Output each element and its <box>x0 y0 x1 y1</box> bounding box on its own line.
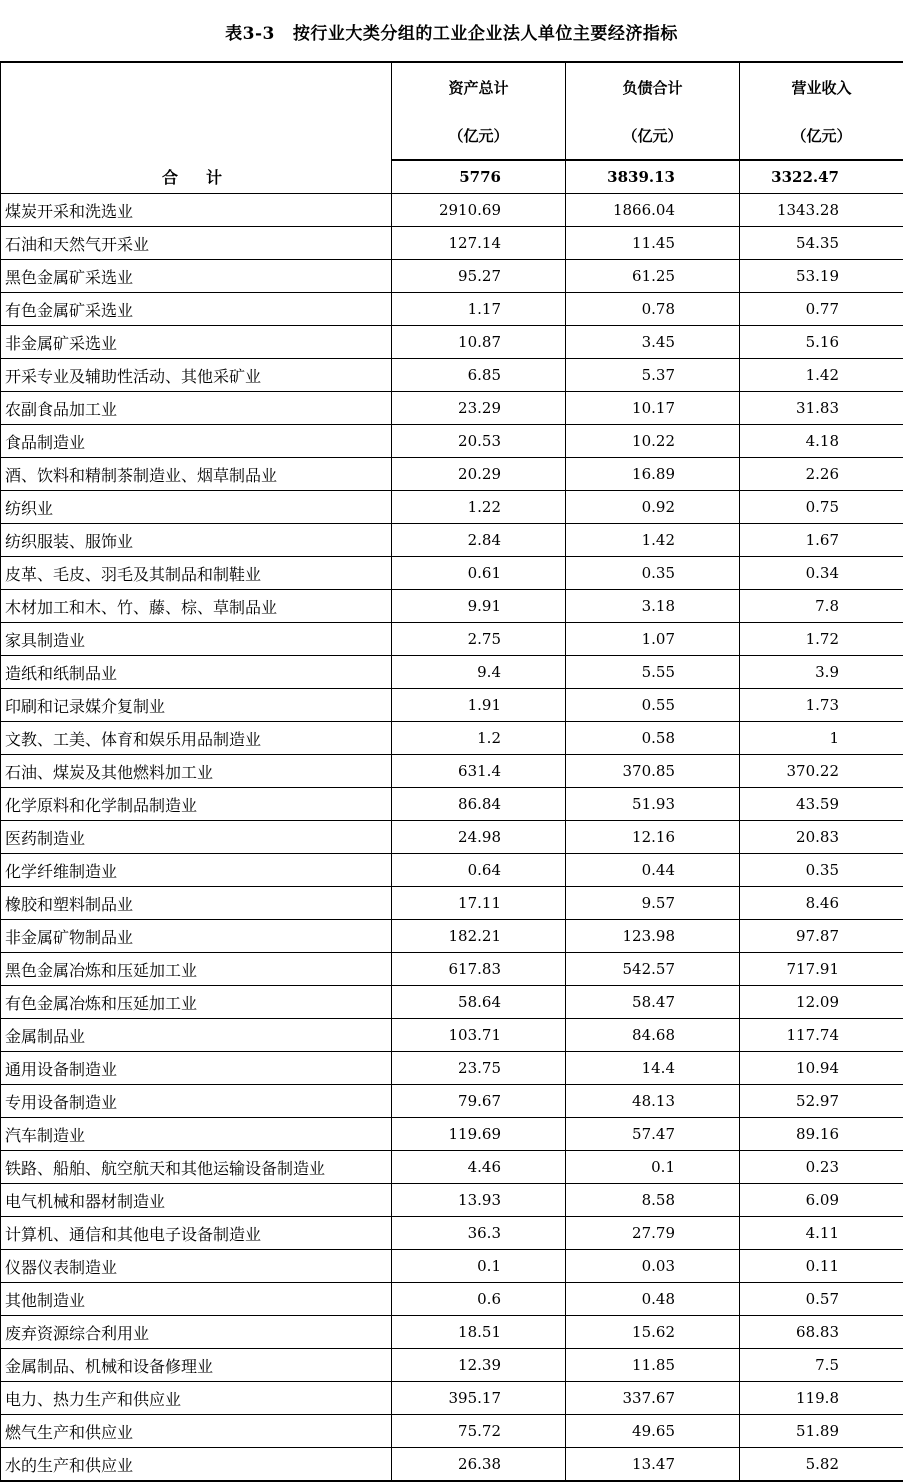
industry-name: 非金属矿物制品业 <box>1 920 392 953</box>
assets-value: 24.98 <box>392 821 566 854</box>
liabilities-value: 123.98 <box>566 920 740 953</box>
revenue-value: 7.8 <box>740 590 903 623</box>
liabilities-value: 11.45 <box>566 227 740 260</box>
industry-name: 有色金属冶炼和压延加工业 <box>1 986 392 1019</box>
assets-value: 20.29 <box>392 458 566 491</box>
assets-value: 9.4 <box>392 656 566 689</box>
industry-name: 通用设备制造业 <box>1 1052 392 1085</box>
table-row <box>1 887 903 920</box>
liabilities-value: 0.35 <box>566 557 740 590</box>
revenue-value: 0.34 <box>740 557 903 590</box>
liabilities-value: 48.13 <box>566 1085 740 1118</box>
table-row <box>1 1052 903 1085</box>
revenue-value: 68.83 <box>740 1316 903 1349</box>
revenue-value: 7.5 <box>740 1349 903 1382</box>
liabilities-value: 0.78 <box>566 293 740 326</box>
assets-value: 10.87 <box>392 326 566 359</box>
assets-value: 1.2 <box>392 722 566 755</box>
liabilities-value: 0.44 <box>566 854 740 887</box>
industry-name: 燃气生产和供应业 <box>1 1415 392 1448</box>
industry-name: 非金属矿采选业 <box>1 326 392 359</box>
industry-name: 黑色金属冶炼和压延加工业 <box>1 953 392 986</box>
liabilities-value: 370.85 <box>566 755 740 788</box>
industry-name: 计算机、通信和其他电子设备制造业 <box>1 1217 392 1250</box>
assets-value: 2910.69 <box>392 194 566 227</box>
revenue-value: 52.97 <box>740 1085 903 1118</box>
table-row <box>1 821 903 854</box>
assets-value: 4.46 <box>392 1151 566 1184</box>
liabilities-value: 542.57 <box>566 953 740 986</box>
revenue-value: 0.75 <box>740 491 903 524</box>
header-assets-unit: （亿元） <box>392 111 566 160</box>
total-liabilities: 3839.13 <box>566 160 740 194</box>
indicator-table <box>0 61 903 1482</box>
industry-name: 化学纤维制造业 <box>1 854 392 887</box>
industry-name: 有色金属矿采选业 <box>1 293 392 326</box>
liabilities-value: 57.47 <box>566 1118 740 1151</box>
industry-name: 造纸和纸制品业 <box>1 656 392 689</box>
assets-value: 119.69 <box>392 1118 566 1151</box>
revenue-value: 10.94 <box>740 1052 903 1085</box>
assets-value: 13.93 <box>392 1184 566 1217</box>
revenue-value: 12.09 <box>740 986 903 1019</box>
table-row <box>1 953 903 986</box>
assets-value: 75.72 <box>392 1415 566 1448</box>
revenue-value: 8.46 <box>740 887 903 920</box>
revenue-value: 1.72 <box>740 623 903 656</box>
revenue-value: 0.77 <box>740 293 903 326</box>
liabilities-value: 10.22 <box>566 425 740 458</box>
revenue-value: 5.16 <box>740 326 903 359</box>
industry-name: 专用设备制造业 <box>1 1085 392 1118</box>
liabilities-value: 14.4 <box>566 1052 740 1085</box>
revenue-value: 20.83 <box>740 821 903 854</box>
assets-value: 1.17 <box>392 293 566 326</box>
liabilities-value: 337.67 <box>566 1382 740 1415</box>
liabilities-value: 11.85 <box>566 1349 740 1382</box>
assets-value: 127.14 <box>392 227 566 260</box>
revenue-value: 0.35 <box>740 854 903 887</box>
table-row <box>1 722 903 755</box>
industry-name: 汽车制造业 <box>1 1118 392 1151</box>
industry-name: 其他制造业 <box>1 1283 392 1316</box>
liabilities-value: 5.55 <box>566 656 740 689</box>
assets-value: 18.51 <box>392 1316 566 1349</box>
industry-name: 电力、热力生产和供应业 <box>1 1382 392 1415</box>
revenue-value: 1 <box>740 722 903 755</box>
table-row <box>1 1448 903 1482</box>
liabilities-value: 0.48 <box>566 1283 740 1316</box>
revenue-value: 4.18 <box>740 425 903 458</box>
table-row <box>1 1184 903 1217</box>
revenue-value: 31.83 <box>740 392 903 425</box>
industry-name: 农副食品加工业 <box>1 392 392 425</box>
revenue-value: 0.11 <box>740 1250 903 1283</box>
table-row <box>1 1151 903 1184</box>
liabilities-value: 16.89 <box>566 458 740 491</box>
revenue-value: 54.35 <box>740 227 903 260</box>
table-row <box>1 458 903 491</box>
assets-value: 0.64 <box>392 854 566 887</box>
assets-value: 1.22 <box>392 491 566 524</box>
industry-name: 文教、工美、体育和娱乐用品制造业 <box>1 722 392 755</box>
revenue-value: 117.74 <box>740 1019 903 1052</box>
industry-name: 木材加工和木、竹、藤、棕、草制品业 <box>1 590 392 623</box>
assets-value: 23.29 <box>392 392 566 425</box>
liabilities-value: 27.79 <box>566 1217 740 1250</box>
assets-value: 58.64 <box>392 986 566 1019</box>
revenue-value: 4.11 <box>740 1217 903 1250</box>
liabilities-value: 0.1 <box>566 1151 740 1184</box>
liabilities-value: 58.47 <box>566 986 740 1019</box>
header-assets: 资产总计 <box>392 62 566 111</box>
industry-name: 煤炭开采和洗选业 <box>1 194 392 227</box>
liabilities-value: 51.93 <box>566 788 740 821</box>
liabilities-value: 10.17 <box>566 392 740 425</box>
industry-name: 皮革、毛皮、羽毛及其制品和制鞋业 <box>1 557 392 590</box>
table-row <box>1 755 903 788</box>
header-liabilities-unit: （亿元） <box>566 111 740 160</box>
table-row <box>1 986 903 1019</box>
industry-name: 橡胶和塑料制品业 <box>1 887 392 920</box>
industry-name: 开采专业及辅助性活动、其他采矿业 <box>1 359 392 392</box>
liabilities-value: 12.16 <box>566 821 740 854</box>
industry-name: 酒、饮料和精制茶制造业、烟草制品业 <box>1 458 392 491</box>
assets-value: 0.61 <box>392 557 566 590</box>
revenue-value: 370.22 <box>740 755 903 788</box>
total-assets: 5776 <box>392 160 566 194</box>
revenue-value: 89.16 <box>740 1118 903 1151</box>
liabilities-value: 5.37 <box>566 359 740 392</box>
table-row <box>1 326 903 359</box>
revenue-value: 1343.28 <box>740 194 903 227</box>
liabilities-value: 1866.04 <box>566 194 740 227</box>
header-industry <box>1 62 392 160</box>
industry-name: 石油和天然气开采业 <box>1 227 392 260</box>
assets-value: 0.1 <box>392 1250 566 1283</box>
industry-name: 水的生产和供应业 <box>1 1448 392 1482</box>
revenue-value: 43.59 <box>740 788 903 821</box>
table-row <box>1 623 903 656</box>
industry-name: 化学原料和化学制品制造业 <box>1 788 392 821</box>
table-row <box>1 557 903 590</box>
table-code: 表3-3 <box>225 19 275 44</box>
industry-name: 仪器仪表制造业 <box>1 1250 392 1283</box>
assets-value: 182.21 <box>392 920 566 953</box>
industry-name: 金属制品业 <box>1 1019 392 1052</box>
header-revenue-unit: （亿元） <box>740 111 903 160</box>
table-row <box>1 260 903 293</box>
table-row <box>1 590 903 623</box>
revenue-value: 3.9 <box>740 656 903 689</box>
table-row <box>1 227 903 260</box>
table-row <box>1 1250 903 1283</box>
assets-value: 9.91 <box>392 590 566 623</box>
liabilities-value: 0.55 <box>566 689 740 722</box>
total-label: 合计 <box>1 160 392 194</box>
revenue-value: 6.09 <box>740 1184 903 1217</box>
table-row <box>1 425 903 458</box>
liabilities-value: 61.25 <box>566 260 740 293</box>
assets-value: 36.3 <box>392 1217 566 1250</box>
liabilities-value: 0.03 <box>566 1250 740 1283</box>
industry-name: 纺织业 <box>1 491 392 524</box>
industry-name: 电气机械和器材制造业 <box>1 1184 392 1217</box>
assets-value: 0.6 <box>392 1283 566 1316</box>
total-row <box>1 160 903 194</box>
table-row <box>1 689 903 722</box>
revenue-value: 53.19 <box>740 260 903 293</box>
table-row <box>1 392 903 425</box>
assets-value: 103.71 <box>392 1019 566 1052</box>
table-row <box>1 656 903 689</box>
revenue-value: 119.8 <box>740 1382 903 1415</box>
assets-value: 395.17 <box>392 1382 566 1415</box>
liabilities-value: 3.45 <box>566 326 740 359</box>
table-row <box>1 1316 903 1349</box>
liabilities-value: 1.42 <box>566 524 740 557</box>
table-row <box>1 1085 903 1118</box>
table-row <box>1 1382 903 1415</box>
liabilities-value: 9.57 <box>566 887 740 920</box>
revenue-value: 97.87 <box>740 920 903 953</box>
total-revenue: 3322.47 <box>740 160 903 194</box>
table-row <box>1 1217 903 1250</box>
assets-value: 86.84 <box>392 788 566 821</box>
revenue-value: 1.73 <box>740 689 903 722</box>
assets-value: 2.84 <box>392 524 566 557</box>
table-row <box>1 491 903 524</box>
assets-value: 26.38 <box>392 1448 566 1482</box>
assets-value: 95.27 <box>392 260 566 293</box>
assets-value: 23.75 <box>392 1052 566 1085</box>
table-row <box>1 1415 903 1448</box>
header-revenue: 营业收入 <box>740 62 903 111</box>
revenue-value: 51.89 <box>740 1415 903 1448</box>
liabilities-value: 0.92 <box>566 491 740 524</box>
table-row <box>1 854 903 887</box>
revenue-value: 5.82 <box>740 1448 903 1482</box>
liabilities-value: 0.58 <box>566 722 740 755</box>
revenue-value: 717.91 <box>740 953 903 986</box>
table-row <box>1 1283 903 1316</box>
assets-value: 617.83 <box>392 953 566 986</box>
assets-value: 6.85 <box>392 359 566 392</box>
assets-value: 17.11 <box>392 887 566 920</box>
liabilities-value: 84.68 <box>566 1019 740 1052</box>
revenue-value: 1.67 <box>740 524 903 557</box>
industry-name: 家具制造业 <box>1 623 392 656</box>
industry-name: 医药制造业 <box>1 821 392 854</box>
table-row <box>1 293 903 326</box>
liabilities-value: 13.47 <box>566 1448 740 1482</box>
industry-name: 纺织服装、服饰业 <box>1 524 392 557</box>
table-row <box>1 359 903 392</box>
assets-value: 2.75 <box>392 623 566 656</box>
industry-name: 黑色金属矿采选业 <box>1 260 392 293</box>
table-row <box>1 1118 903 1151</box>
industry-name: 石油、煤炭及其他燃料加工业 <box>1 755 392 788</box>
table-row <box>1 920 903 953</box>
assets-value: 1.91 <box>392 689 566 722</box>
header-liabilities: 负债合计 <box>566 62 740 111</box>
revenue-value: 2.26 <box>740 458 903 491</box>
table-title-text: 按行业大类分组的工业企业法人单位主要经济指标 <box>293 19 678 44</box>
revenue-value: 1.42 <box>740 359 903 392</box>
industry-name: 废弃资源综合利用业 <box>1 1316 392 1349</box>
assets-value: 79.67 <box>392 1085 566 1118</box>
liabilities-value: 49.65 <box>566 1415 740 1448</box>
table-row <box>1 1019 903 1052</box>
assets-value: 20.53 <box>392 425 566 458</box>
table-title <box>0 0 903 62</box>
industry-name: 铁路、船舶、航空航天和其他运输设备制造业 <box>1 1151 392 1184</box>
liabilities-value: 15.62 <box>566 1316 740 1349</box>
liabilities-value: 3.18 <box>566 590 740 623</box>
industry-name: 印刷和记录媒介复制业 <box>1 689 392 722</box>
liabilities-value: 8.58 <box>566 1184 740 1217</box>
revenue-value: 0.57 <box>740 1283 903 1316</box>
assets-value: 631.4 <box>392 755 566 788</box>
industry-name: 食品制造业 <box>1 425 392 458</box>
industry-name: 金属制品、机械和设备修理业 <box>1 1349 392 1382</box>
table-row <box>1 1349 903 1382</box>
revenue-value: 0.23 <box>740 1151 903 1184</box>
table-row <box>1 788 903 821</box>
assets-value: 12.39 <box>392 1349 566 1382</box>
table-row <box>1 194 903 227</box>
liabilities-value: 1.07 <box>566 623 740 656</box>
table-row <box>1 524 903 557</box>
